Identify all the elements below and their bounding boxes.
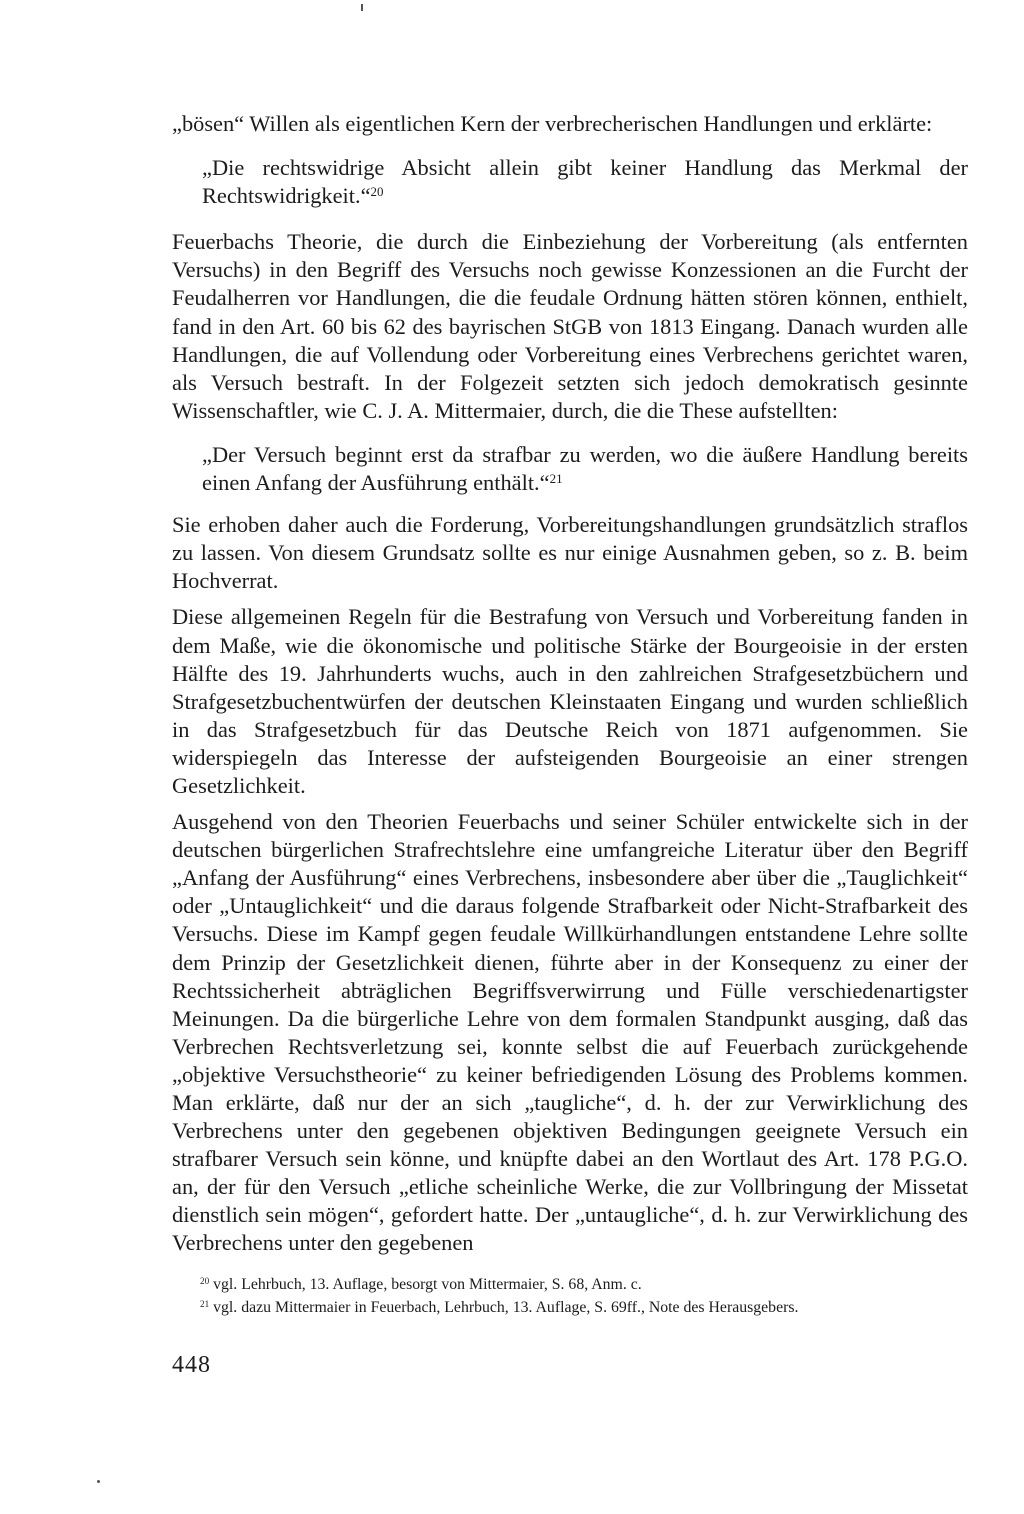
body-text: [172, 110, 968, 1258]
block-quote: „Der Versuch beginnt erst da strafbar zu werden, wo die äußere Handlung bereits einen Anfang der Ausführung enthält.“$^{21}$: [202, 441, 968, 496]
footnote-ref-21: 21: [549, 470, 563, 486]
paragraph: Ausgehend von den Theorien Feuerbachs und seiner Schüler entwickelte sich in der deutschen bürgerlichen Strafrechtslehre eine umfangreiche Literatur über den Begriff „Anfang der Ausführung“ eines Verbrechens, insbesondere aber über die „Tauglichkeit“ oder „Untauglichkeit“ und die daraus folgende Strafbarkeit oder Nicht-Strafbarkeit des Versuchs. Diese im Kampf gegen feudale Willkürhandlungen entstandene Lehre sollte dem Prinzip der Gesetzlichkeit dienen, führte aber in der Konsequenz zu einer der Rechtssicherheit abträglichen Begriffsverwirrung und Fülle verschiedenartigster Meinungen. Da die bürgerliche Lehre von dem formalen Standpunkt ausging, daß das Verbrechen Rechtsverletzung sei, konnte selbst die auf Feuerbach zurückgehende „objektive Versuchstheorie“ zu keiner befriedigenden Lösung des Problems kommen. Man erklärte, daß nur der an sich „taugliche“, d. h. der zur Verwirklichung des Verbrechens unter den gegebenen objektiven Bedingungen geeignete Versuch ein strafbarer Versuch sein könne, und knüpfte dabei an den Wortlaut des Art. 178 P.G.O. an, der für den Versuch „etliche scheinliche Werke, die zur Vollbringung der Missetat dienstlich sein mögen“, gefordert hatte. Der „untaugliche“, d. h. zur Verwirklichung des Verbrechens unter den gegebenen: [172, 809, 968, 1256]
footnote: $^{20}$ vgl. Lehrbuch, 13. Auflage, besorgt von Mittermaier, S. 68, Anm. c.: [200, 1275, 642, 1293]
paragraph-continuation: „bösen“ Willen als eigentlichen Kern der verbrecherischen Handlungen und erklärte:: [172, 111, 933, 136]
scan-mark: [97, 1480, 100, 1483]
paragraph: Sie erhoben daher auch die Forderung, Vorbereitungshandlungen grundsätzlich straflos zu lassen. Von diesem Grundsatz sollte es nur einige Ausnahmen geben, so z. B. beim Hochverrat.: [172, 512, 968, 594]
scan-mark: [361, 4, 363, 11]
footnote-ref-20: 20: [370, 184, 384, 200]
footnote: $^{21}$ vgl. dazu Mittermaier in Feuerbach, Lehrbuch, 13. Auflage, S. 69ff., Note des Herausgebers.: [200, 1298, 799, 1316]
block-quote: „Die rechtswidrige Absicht allein gibt keiner Handlung das Merkmal der Rechtswidrigkeit.“$^{20}$: [202, 155, 968, 209]
paragraph: Feuerbachs Theorie, die durch die Einbeziehung der Vorbereitung (als entfernten Versuchs) in den Begriff des Versuchs noch gewisse Konzessionen an die Furcht der Feudalherren vor Handlungen, die die feudale Ordnung hätten stören können, enthielt, fand in den Art. 60 bis 62 des bayrischen StGB von 1813 Eingang. Danach wurden alle Handlungen, die auf Vollendung oder Vorbereitung eines Verbrechens gerichtet waren, als Versuch bestraft. In der Folgezeit setzten sich jedoch demokratisch gesinnte Wissenschaftler, wie C. J. A. Mittermaier, durch, die die These aufstellten:: [172, 229, 968, 423]
paragraph: Diese allgemeinen Regeln für die Bestrafung von Versuch und Vorbereitung fanden in dem Maße, wie die ökonomische und politische Stärke der Bourgeoisie in der ersten Hälfte des 19. Jahrhunderts wuchs, auch in den zahlreichen Strafgesetzbüchern und Strafgesetzbuchentwürfen der deutschen Kleinstaaten Eingang und wurden schließlich in das Strafgesetzbuch für das Deutsche Reich von 1871 aufgenommen. Sie widerspiegeln das Interesse der aufsteigenden Bourgeoisie an einer strengen Gesetzlichkeit.: [172, 604, 968, 798]
page-number: 448: [172, 1352, 211, 1378]
